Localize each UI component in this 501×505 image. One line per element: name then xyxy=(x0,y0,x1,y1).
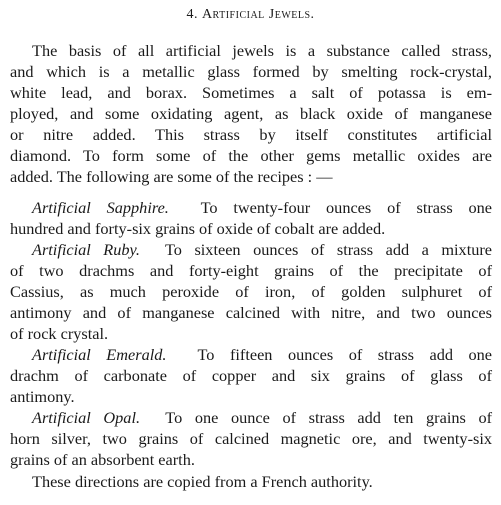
recipe-name: Artificial Emerald. xyxy=(32,345,167,364)
recipe-line: antimony. xyxy=(10,387,75,406)
recipe-text: To twenty-four ounces of strass one xyxy=(200,198,493,217)
recipe-text: To one ounce of strass add ten grains of xyxy=(165,408,493,427)
section-number: 4. xyxy=(186,7,198,22)
recipe-first-line xyxy=(32,344,492,365)
recipe-text: To sixteen ounces of strass add a mixture xyxy=(164,240,493,259)
recipe-name: Artificial Opal. xyxy=(32,408,141,427)
recipe-line: grains of an absorbent earth. xyxy=(10,450,195,469)
recipe-first-line xyxy=(32,407,492,428)
recipe-name: Artificial Sapphire. xyxy=(32,198,169,217)
recipe-line: horn silver, two grains of calcined magnetic ore, and twenty-six xyxy=(10,429,492,448)
recipe-first-line xyxy=(32,239,492,260)
intro-line: and which is a metallic glass formed by smelting rock-crystal, xyxy=(10,62,492,81)
recipe-line: Cassius, as much peroxide of iron, of golden sulphuret of xyxy=(10,282,492,301)
recipe-first-line xyxy=(32,197,492,218)
recipe-line: hundred and forty-six grains of oxide of cobalt are added. xyxy=(10,219,386,238)
recipe-line: of rock crystal. xyxy=(10,324,109,343)
intro-line: or nitre added. This strass by itself constitutes artificial xyxy=(10,125,492,144)
intro-line: The basis of all artificial jewels is a substance called strass, xyxy=(32,41,492,60)
section-title: Artificial Jewels. xyxy=(201,7,315,22)
intro-line: white lead, and borax. Sometimes a salt of potassa is em- xyxy=(10,83,492,102)
recipe-line: antimony and of manganese calcined with nitre, and two ounces xyxy=(10,303,492,322)
section-heading xyxy=(0,6,501,24)
intro-line: ployed, and some oxidating agent, as black oxide of manganese xyxy=(10,104,492,123)
recipe-name: Artificial Ruby. xyxy=(32,240,140,259)
closing-line: These directions are copied from a French authority. xyxy=(32,472,373,491)
recipe-line: drachm of carbonate of copper and six grains of glass of xyxy=(10,366,492,385)
recipe-text: To fifteen ounces of strass add one xyxy=(197,345,493,364)
recipe-line: of two drachms and forty-eight grains of the precipitate of xyxy=(10,261,492,280)
intro-line: diamond. To form some of the other gems metallic oxides are xyxy=(10,146,492,165)
intro-line: added. The following are some of the recipes : — xyxy=(10,167,333,186)
